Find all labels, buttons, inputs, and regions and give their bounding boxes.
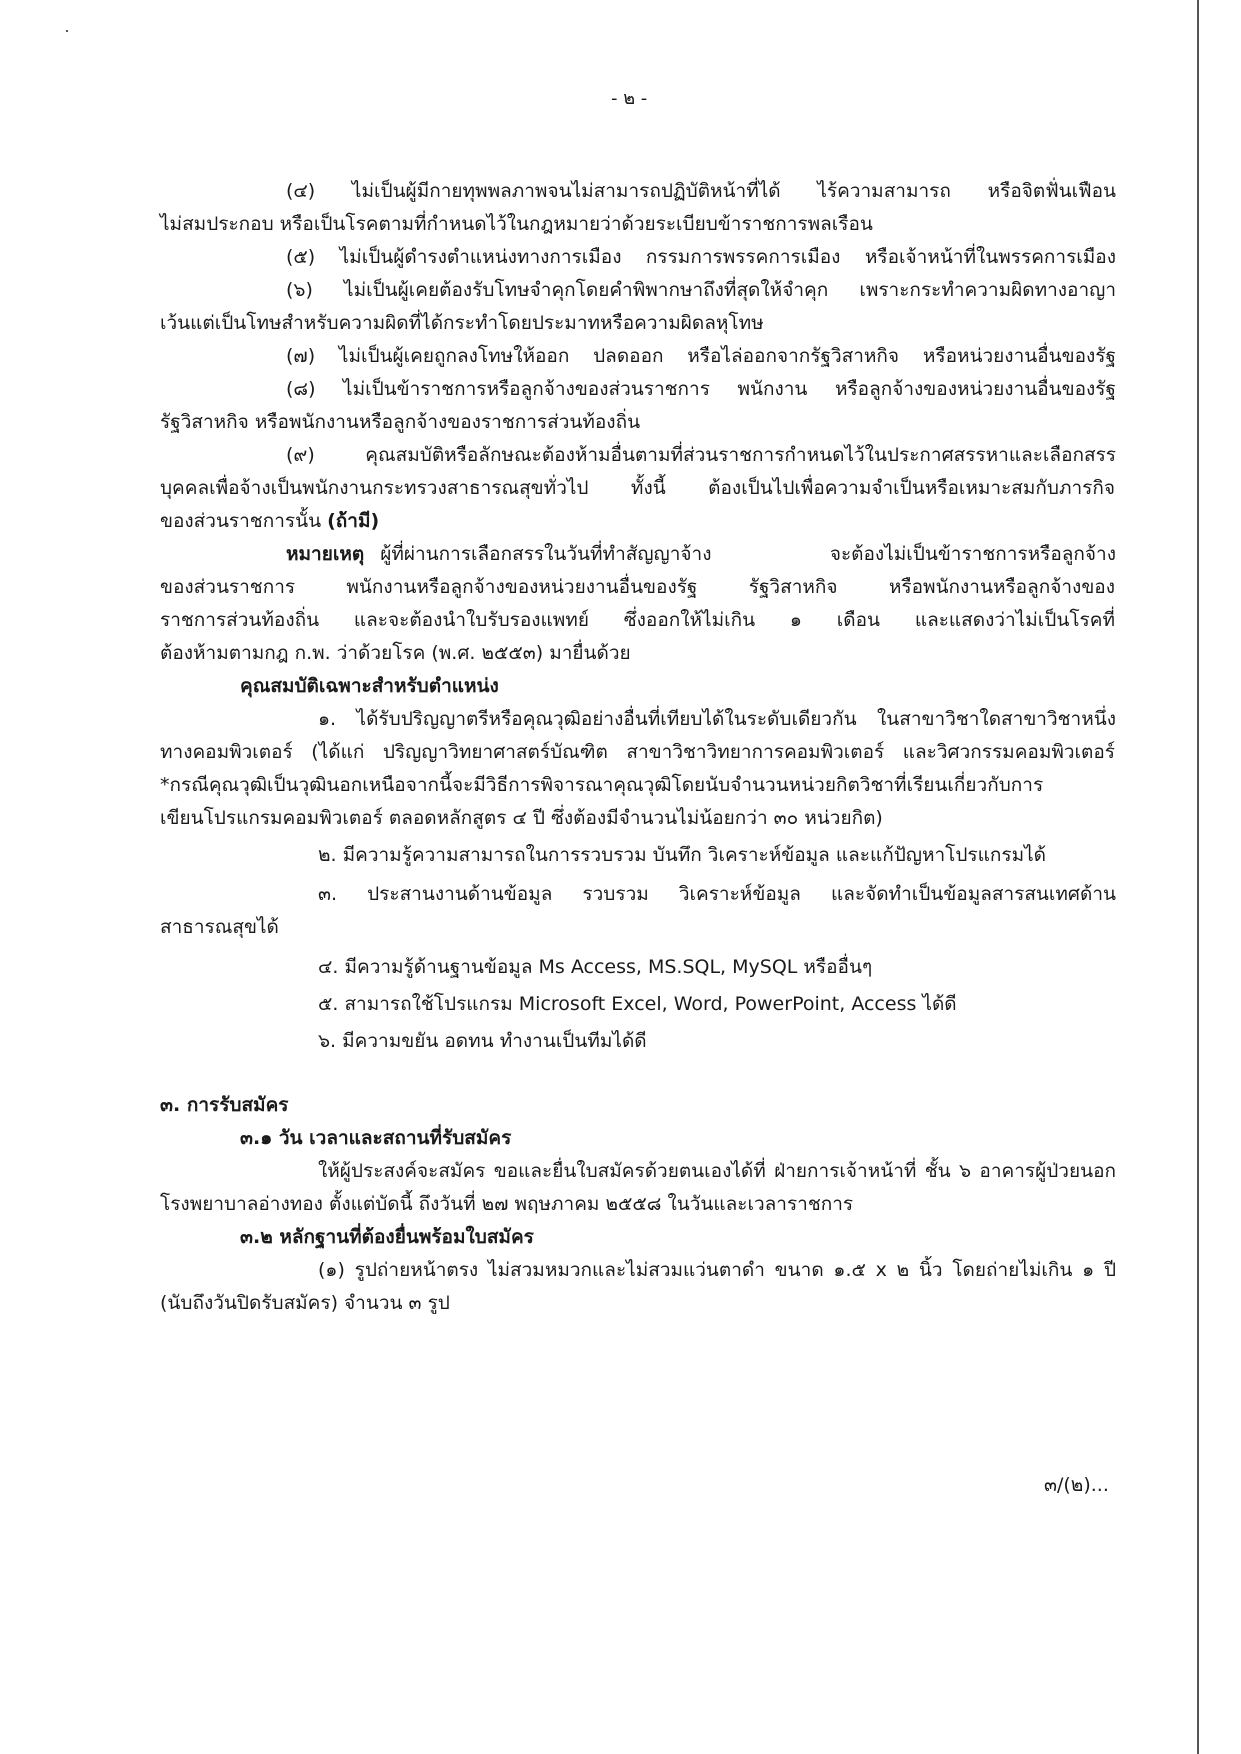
note-label: หมายเหตุ [286, 543, 365, 565]
section3-2-line: (นับถึงวันปิดรับสมัคร) จำนวน ๓ รูป [160, 1292, 450, 1314]
section3-1-line: ให้ผู้ประสงค์จะสมัคร ขอและยื่นใบสมัครด้วยตนเองได้ที่ ฝ่ายการเจ้าหน้าที่ ชั้น ๖ อาคารผู้ป่วยนอก [318, 1160, 1116, 1182]
continuation-marker: ๓/(๒)... [1044, 1474, 1109, 1496]
note-line [286, 541, 1116, 567]
qualification-line: (๗) ไม่เป็นผู้เคยถูกลงโทษให้ออก ปลดออก หรือไล่ออกจากรัฐวิสาหกิจ หรือหน่วยงานอื่นของรัฐ [286, 345, 1116, 367]
qualification-line: (๔) ไม่เป็นผู้มีกายทุพพลภาพจนไม่สามารถปฏิบัติหน้าที่ได้ ไร้ความสามารถ หรือจิตฟั่นเฟือน [286, 180, 1116, 202]
qualification-line: (๘) ไม่เป็นข้าราชการหรือลูกจ้างของส่วนราชการ พนักงาน หรือลูกจ้างของหน่วยงานอื่นของรัฐ [286, 378, 1116, 400]
qualification-line: บุคคลเพื่อจ้างเป็นพนักงานกระทรวงสาธารณสุขทั่วไป ทั้งนี้ ต้องเป็นไปเพื่อความจำเป็นหรือเหมาะสมกับภารกิจ [160, 477, 1115, 499]
section3-2-line: (๑) รูปถ่ายหน้าตรง ไม่สวมหมวกและไม่สวมแว่นตาดำ ขนาด ๑.๕ x ๒ นิ้ว โดยถ่ายไม่เกิน ๑ ปี [318, 1259, 1116, 1281]
qualification-line: เว้นแต่เป็นโทษสำหรับความผิดที่ได้กระทำโดยประมาทหรือความผิดลหุโทษ [160, 312, 764, 334]
qualification-line-last [160, 508, 379, 534]
note-line: ต้องห้ามตามกฎ ก.พ. ว่าด้วยโรค (พ.ศ. ๒๕๕๓) มายื่นด้วย [160, 642, 631, 664]
note-line: ของส่วนราชการ พนักงานหรือลูกจ้างของหน่วยงานอื่นของรัฐ รัฐวิสาหกิจ หรือพนักงานหรือลูกจ้างของ [160, 576, 1115, 598]
qualification-line-text: ของส่วนราชการนั้น [160, 510, 322, 532]
if-any-text: (ถ้ามี) [327, 510, 380, 532]
section3-2-heading: ๓.๒ หลักฐานที่ต้องยื่นพร้อมใบสมัคร [240, 1226, 534, 1248]
page-number: - ๒ - [611, 88, 648, 109]
qualification-line: (๙) คุณสมบัติหรือลักษณะต้องห้ามอื่นตามที่ส่วนราชการกำหนดไว้ในประกาศสรรหาและเลือกสรร [286, 444, 1116, 466]
specific-line: *กรณีคุณวุฒิเป็นวุฒินอกเหนือจากนี้จะมีวิธีการพิจารณาคุณวุฒิโดยนับจำนวนหน่วยกิตวิชาที่เรียนเกี่ยวกับการ [160, 774, 1044, 796]
qualification-line: (๖) ไม่เป็นผู้เคยต้องรับโทษจำคุกโดยคำพิพากษาถึงที่สุดให้จำคุก เพราะกระทำความผิดทางอาญา [286, 279, 1116, 301]
note-text: ผู้ที่ผ่านการเลือกสรรในวันที่ทำสัญญาจ้าง จะต้องไม่เป็นข้าราชการหรือลูกจ้าง [380, 543, 1116, 565]
scan-speck [66, 30, 68, 32]
specific-line: สาธารณสุขได้ [160, 916, 279, 938]
section3-1-heading: ๓.๑ วัน เวลาและสถานที่รับสมัคร [240, 1127, 512, 1149]
qualification-line: ไม่สมประกอบ หรือเป็นโรคตามที่กำหนดไว้ในกฎหมายว่าด้วยระเบียบข้าราชการพลเรือน [160, 213, 873, 235]
specific-line: ๒. มีความรู้ความสามารถในการรวบรวม บันทึก วิเคราะห์ข้อมูล และแก้ปัญหาโปรแกรมได้ [318, 844, 1046, 866]
specific-heading: คุณสมบัติเฉพาะสำหรับตำแหน่ง [240, 675, 499, 697]
qualification-line: รัฐวิสาหกิจ หรือพนักงานหรือลูกจ้างของราชการส่วนท้องถิ่น [160, 411, 641, 433]
specific-line: ๓. ประสานงานด้านข้อมูล รวบรวม วิเคราะห์ข้อมูล และจัดทำเป็นข้อมูลสารสนเทศด้าน [318, 883, 1116, 905]
section3-heading: ๓. การรับสมัคร [160, 1094, 289, 1116]
specific-line: ๕. สามารถใช้โปรแกรม Microsoft Excel, Word, PowerPoint, Access ได้ดี [318, 993, 957, 1015]
section3-1-line: โรงพยาบาลอ่างทอง ตั้งแต่บัดนี้ ถึงวันที่ ๒๗ พฤษภาคม ๒๕๕๘ ในวันและเวลาราชการ [160, 1193, 854, 1215]
specific-line: เขียนโปรแกรมคอมพิวเตอร์ ตลอดหลักสูตร ๔ ปี ซึ่งต้องมีจำนวนไม่น้อยกว่า ๓๐ หน่วยกิต) [160, 807, 883, 829]
specific-line: ๖. มีความขยัน อดทน ทำงานเป็นทีมได้ดี [318, 1030, 647, 1052]
page-edge-line [1197, 0, 1199, 1754]
specific-line: ทางคอมพิวเตอร์ (ได้แก่ ปริญญาวิทยาศาสตร์บัณฑิต สาขาวิชาวิทยาการคอมพิวเตอร์ และวิศวกรรมคอมพิวเตอร์ [160, 741, 1115, 763]
specific-line: ๔. มีความรู้ด้านฐานข้อมูล Ms Access, MS.SQL, MySQL หรืออื่นๆ [318, 956, 873, 978]
specific-line: ๑. ได้รับปริญญาตรีหรือคุณวุฒิอย่างอื่นที่เทียบได้ในระดับเดียวกัน ในสาขาวิชาใดสาขาวิชาหนึ่ง [318, 708, 1116, 730]
note-line: ราชการส่วนท้องถิ่น และจะต้องนำใบรับรองแพทย์ ซึ่งออกให้ไม่เกิน ๑ เดือน และแสดงว่าไม่เป็นโรคที่ [160, 609, 1115, 631]
qualification-line: (๕) ไม่เป็นผู้ดำรงตำแหน่งทางการเมือง กรรมการพรรคการเมือง หรือเจ้าหน้าที่ในพรรคการเมือง [286, 246, 1116, 268]
